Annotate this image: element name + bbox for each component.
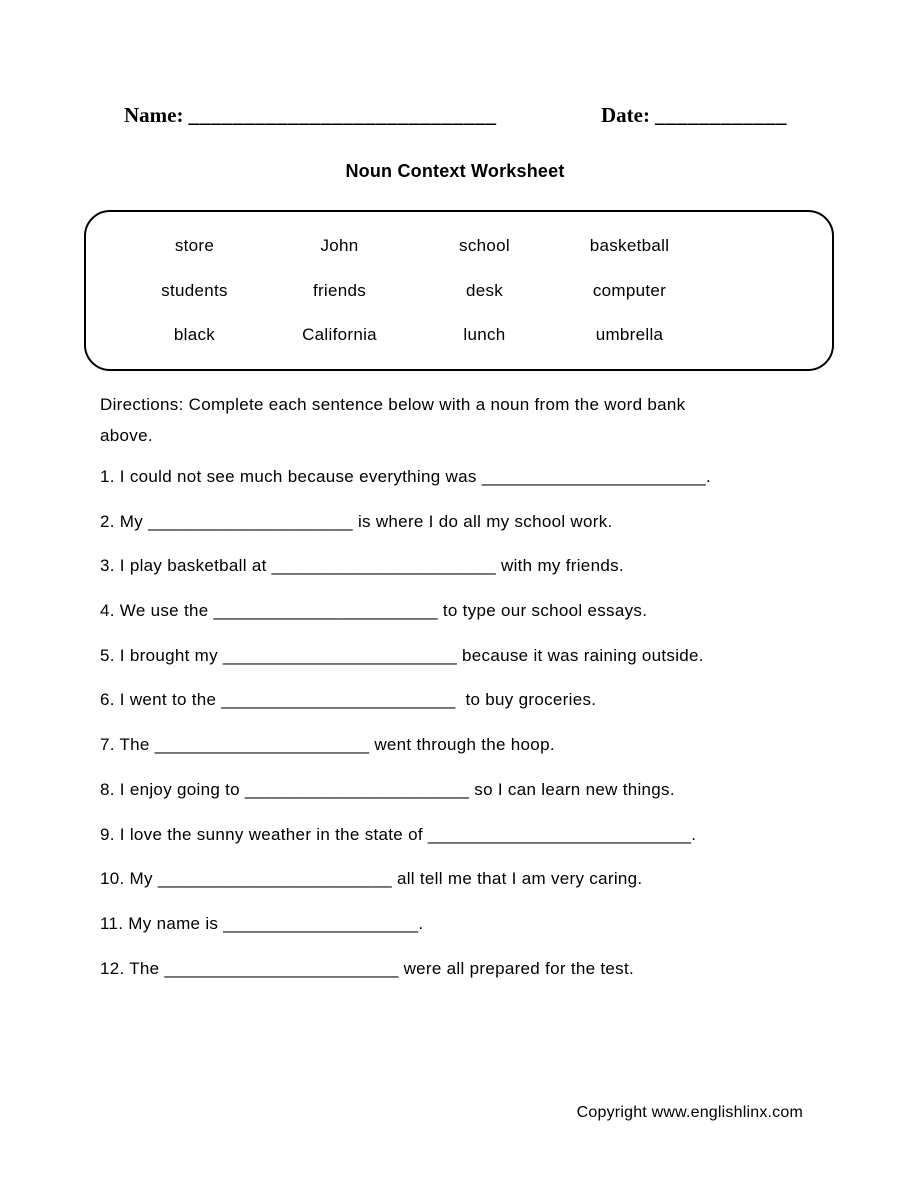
date-field <box>601 103 787 128</box>
word-bank-word: umbrella <box>595 325 664 345</box>
sentence-list <box>100 466 711 1002</box>
word-bank-word: black <box>173 325 216 345</box>
word-bank-word: California <box>302 325 377 345</box>
name-label: Name: <box>124 103 184 127</box>
header-row <box>124 103 787 128</box>
sentence-item: 10. My ________________________ all tell me that I am very caring. <box>100 869 643 889</box>
sentence-item: 7. The ______________________ went through the hoop. <box>100 735 555 755</box>
sentence-item: 1. I could not see much because everything was _______________________. <box>100 467 712 486</box>
sentence-item: 9. I love the sunny weather in the state of ___________________________. <box>100 824 697 844</box>
sentence-item: 4. We use the _______________________ to type our school essays. <box>100 601 648 621</box>
directions-line-1: Directions: Complete each sentence below with a noun from the word bank <box>100 395 686 414</box>
date-label: Date: <box>601 103 650 127</box>
name-blank-line: ____________________________ <box>188 103 497 127</box>
sentence-item: 8. I enjoy going to _______________________ so I can learn new things. <box>100 779 675 799</box>
word-bank-word: school <box>459 235 510 255</box>
directions-line-2: above. <box>100 426 153 445</box>
word-bank-word: lunch <box>463 325 506 345</box>
word-bank-word: store <box>174 235 215 255</box>
sentence-item: 6. I went to the ________________________ to buy groceries. <box>100 690 597 710</box>
copyright-text: Copyright www.englishlinx.com <box>576 1104 803 1121</box>
sentence-item: 5. I brought my ________________________ because it was raining outside. <box>100 645 704 665</box>
word-bank-word: friends <box>312 280 367 300</box>
page-title: Noun Context Worksheet <box>345 161 565 181</box>
word-bank-word: basketball <box>589 235 670 255</box>
word-bank-word: students <box>161 280 228 300</box>
sentence-item: 12. The ________________________ were all prepared for the test. <box>100 958 635 978</box>
sentence-item: 11. My name is ____________________. <box>100 913 424 933</box>
name-field <box>124 103 496 128</box>
sentence-item: 2. My _____________________ is where I do all my school work. <box>100 511 613 531</box>
word-bank-word: desk <box>465 280 504 300</box>
word-bank-word: computer <box>592 280 667 300</box>
date-blank-line: ____________ <box>655 103 787 127</box>
word-bank <box>84 210 834 371</box>
word-bank-word: John <box>320 235 359 255</box>
directions-text <box>100 389 685 451</box>
sentence-item: 3. I play basketball at _______________________ with my friends. <box>100 556 624 576</box>
